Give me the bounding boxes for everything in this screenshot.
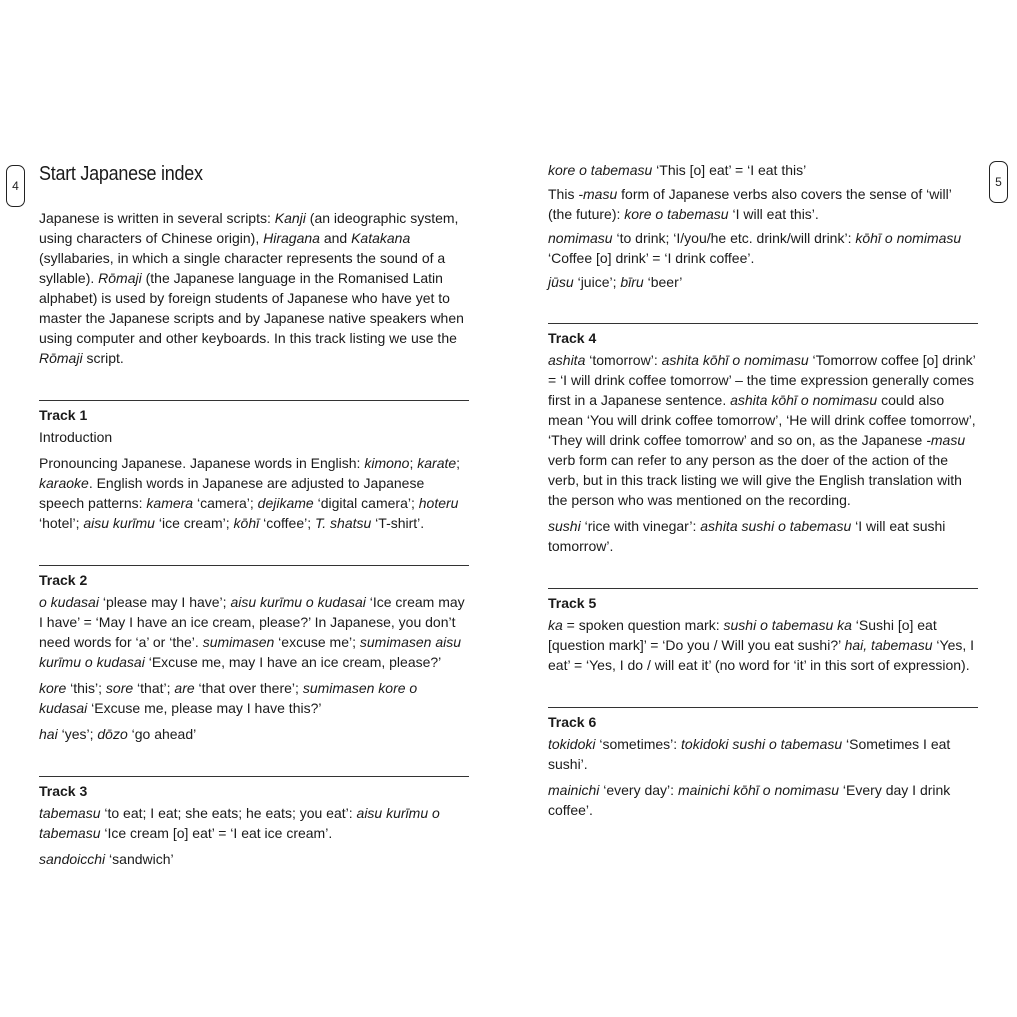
track-section — [39, 776, 469, 869]
text-run: ‘please may I have’; — [98, 594, 231, 610]
left-page-column — [39, 160, 469, 901]
text-run: ‘Every day I drink coffee’. — [548, 782, 951, 818]
italic-term: jūsu — [548, 274, 574, 290]
text-run: ; — [409, 455, 418, 471]
track-paragraph — [39, 724, 469, 744]
text-run: ‘digital camera’; — [313, 495, 419, 511]
text-run: verb form can refer to any person as the doer of the action of the verb, but in this track listing we will give the English translation with the person who was mentioned on the recording. — [548, 452, 962, 508]
italic-term: -masu — [926, 432, 966, 448]
text-run: ‘tomorrow’: — [585, 352, 662, 368]
italic-term: nomimasu — [548, 230, 613, 246]
text-run: script. — [82, 350, 124, 366]
text-run: (an ideographic system, using characters of Chinese origin), — [39, 210, 459, 246]
page-number-left-text: 4 — [12, 179, 19, 193]
italic-term: o kudasai — [39, 594, 99, 610]
text-run: ‘Tomorrow coffee [o] drink’ = ‘I will drink coffee tomorrow’ – the time expression generally comes first in a Japanese sentence. — [548, 352, 976, 408]
italic-term: kore o tabemasu — [548, 162, 653, 178]
right-page-column — [548, 160, 978, 852]
track-paragraph — [39, 678, 469, 718]
italic-term: ashita kōhī o nomimasu — [661, 352, 809, 368]
italic-term: ashita kōhī o nomimasu — [730, 392, 878, 408]
italic-term: aisu kurīmu — [83, 515, 155, 531]
track-paragraph — [548, 350, 978, 510]
text-run: ‘to eat; I eat; she eats; he eats; you eat’: — [100, 805, 357, 821]
track-paragraph — [548, 734, 978, 774]
italic-term: tokidoki — [548, 736, 596, 752]
track-section — [548, 588, 978, 675]
italic-term: sushi — [548, 518, 581, 534]
text-run: ‘I will eat this’. — [728, 206, 819, 222]
italic-term: karate — [417, 455, 457, 471]
track-title: Track 3 — [39, 783, 88, 799]
entry-paragraph — [548, 184, 978, 224]
page-number-left — [6, 165, 25, 207]
italic-term: aisu kurīmu o tabemasu — [39, 805, 440, 841]
intro-paragraph — [39, 208, 469, 368]
text-run: ‘that over there’; — [194, 680, 303, 696]
italic-term: Rōmaji — [98, 270, 142, 286]
italic-term: kōhī o nomimasu — [855, 230, 962, 246]
track-section — [39, 400, 469, 533]
track-section — [39, 565, 469, 744]
text-run: ‘Ice cream may I have’ = ‘May I have an ice cream, please?’ In Japanese, you don’t need words for ‘a’ or ‘the’. — [39, 594, 465, 650]
text-run: This — [548, 186, 579, 202]
text-run: ‘rice with vinegar’: — [580, 518, 701, 534]
italic-term: hai — [39, 726, 58, 742]
italic-term: tokidoki sushi o tabemasu — [681, 736, 843, 752]
text-run: ‘to drink; ‘I/you/he etc. drink/will drink’: — [612, 230, 856, 246]
italic-term: sumimasen — [202, 634, 275, 650]
italic-term: kōhī — [233, 515, 260, 531]
entry-paragraph — [548, 272, 978, 292]
text-run: could also mean ‘You will drink coffee tomorrow’, ‘He will drink coffee tomorrow’, ‘They will drink coffee tomorrow’ and so on, as the Japanese — [548, 392, 976, 448]
italic-term: Rōmaji — [39, 350, 83, 366]
italic-term: kore o tabemasu — [624, 206, 729, 222]
italic-term: kamera — [146, 495, 194, 511]
text-run: ‘hotel’; — [39, 515, 84, 531]
entry-paragraph — [548, 160, 978, 180]
text-run: (the Japanese language in the Romanised Latin alphabet) is used by foreign students of Japanese who have yet to master the Japanese scripts and by Japanese native speakers when using computer and other keyboards. In this track listing we use the — [39, 270, 464, 346]
italic-term: sumimasen kore o kudasai — [39, 680, 418, 716]
track-title: Track 1 — [39, 407, 88, 423]
italic-term: kimono — [364, 455, 410, 471]
track-paragraph — [39, 453, 469, 533]
right-tracks — [548, 323, 978, 820]
italic-term: hai, tabemasu — [844, 637, 933, 653]
text-run: ‘sandwich’ — [105, 851, 174, 867]
text-run: Japanese is written in several scripts: — [39, 210, 275, 226]
italic-term: dejikame — [257, 495, 314, 511]
track-paragraph — [548, 516, 978, 556]
track-title: Track 4 — [548, 330, 597, 346]
text-run: Pronouncing Japanese. Japanese words in English: — [39, 455, 365, 471]
text-run: ‘yes’; — [57, 726, 98, 742]
track-paragraph — [39, 849, 469, 869]
text-run: ‘Excuse me, please may I have this?’ — [87, 700, 322, 716]
italic-term: ashita — [548, 352, 586, 368]
page-number-right — [989, 161, 1008, 203]
text-run: ‘camera’; — [193, 495, 258, 511]
text-run: ‘Sometimes I eat sushi’. — [548, 736, 951, 772]
text-run: ‘ice cream’; — [154, 515, 234, 531]
track-paragraph — [39, 427, 469, 447]
continued-track-3 — [548, 160, 978, 292]
track-title: Track 6 — [548, 714, 597, 730]
text-run: ‘Coffee [o] drink’ = ‘I drink coffee’. — [548, 250, 755, 266]
text-run: ‘beer’ — [643, 274, 683, 290]
text-run: ‘T-shirt’. — [371, 515, 425, 531]
italic-term: sumimasen aisu kurīmu o kudasai — [39, 634, 462, 670]
text-run: ‘Yes, I eat’ = ‘Yes, I do / will eat it’ (no word for ‘it’ in this sort of expression). — [548, 637, 975, 673]
track-paragraph — [548, 615, 978, 675]
italic-term: Katakana — [351, 230, 411, 246]
italic-term: -masu — [578, 186, 618, 202]
italic-term: T. shatsu — [315, 515, 372, 531]
track-paragraph — [39, 592, 469, 672]
italic-term: bīru — [620, 274, 644, 290]
track-paragraph — [39, 803, 469, 843]
text-run: ‘this’; — [66, 680, 106, 696]
text-run: Introduction — [39, 429, 113, 445]
page-title: Start Japanese index — [39, 163, 203, 185]
italic-term: karaoke — [39, 475, 89, 491]
text-run: ‘excuse me’; — [274, 634, 360, 650]
track-title: Track 5 — [548, 595, 597, 611]
text-run: ‘Sushi [o] eat [question mark]’ = ‘Do you / Will you eat sushi?’ — [548, 617, 937, 653]
text-run: form of Japanese verbs also covers the sense of ‘will’ (the future): — [548, 186, 952, 222]
italic-term: are — [174, 680, 195, 696]
italic-term: tabemasu — [39, 805, 101, 821]
italic-term: sandoicchi — [39, 851, 106, 867]
track-section — [548, 707, 978, 820]
text-run: ‘coffee’; — [259, 515, 315, 531]
track-title: Track 2 — [39, 572, 88, 588]
italic-term: sushi o tabemasu ka — [723, 617, 852, 633]
italic-term: mainichi — [548, 782, 600, 798]
italic-term: ashita sushi o tabemasu — [700, 518, 852, 534]
italic-term: kore — [39, 680, 67, 696]
text-run: ‘go ahead’ — [127, 726, 197, 742]
italic-term: dōzo — [97, 726, 128, 742]
italic-term: sore — [105, 680, 134, 696]
text-run: ‘I will eat sushi tomorrow’. — [548, 518, 946, 554]
text-run: ‘that’; — [133, 680, 175, 696]
italic-term: hoteru — [418, 495, 459, 511]
text-run: ‘every day’: — [599, 782, 678, 798]
text-run: ‘sometimes’: — [595, 736, 682, 752]
italic-term: ka — [548, 617, 563, 633]
text-run: ‘This [o] eat’ = ‘I eat this’ — [652, 162, 807, 178]
italic-term: Hiragana — [263, 230, 320, 246]
track-paragraph — [548, 780, 978, 820]
text-run: = spoken question mark: — [562, 617, 724, 633]
entry-paragraph — [548, 228, 978, 268]
text-run: (syllabaries, in which a single character represents the sound of a syllable). — [39, 250, 446, 286]
text-run: ; — [456, 455, 461, 471]
left-tracks — [39, 400, 469, 869]
text-run: ‘Ice cream [o] eat’ = ‘I eat ice cream’. — [100, 825, 333, 841]
text-run: . English words in Japanese are adjusted to Japanese speech patterns: — [39, 475, 425, 511]
track-section — [548, 323, 978, 556]
page-number-right-text: 5 — [995, 175, 1002, 189]
italic-term: mainichi kōhī o nomimasu — [677, 782, 840, 798]
text-run: ‘juice’; — [573, 274, 621, 290]
italic-term: Kanji — [274, 210, 306, 226]
italic-term: aisu kurīmu o kudasai — [230, 594, 366, 610]
text-run: ‘Excuse me, may I have an ice cream, please?’ — [144, 654, 442, 670]
text-run: and — [319, 230, 352, 246]
